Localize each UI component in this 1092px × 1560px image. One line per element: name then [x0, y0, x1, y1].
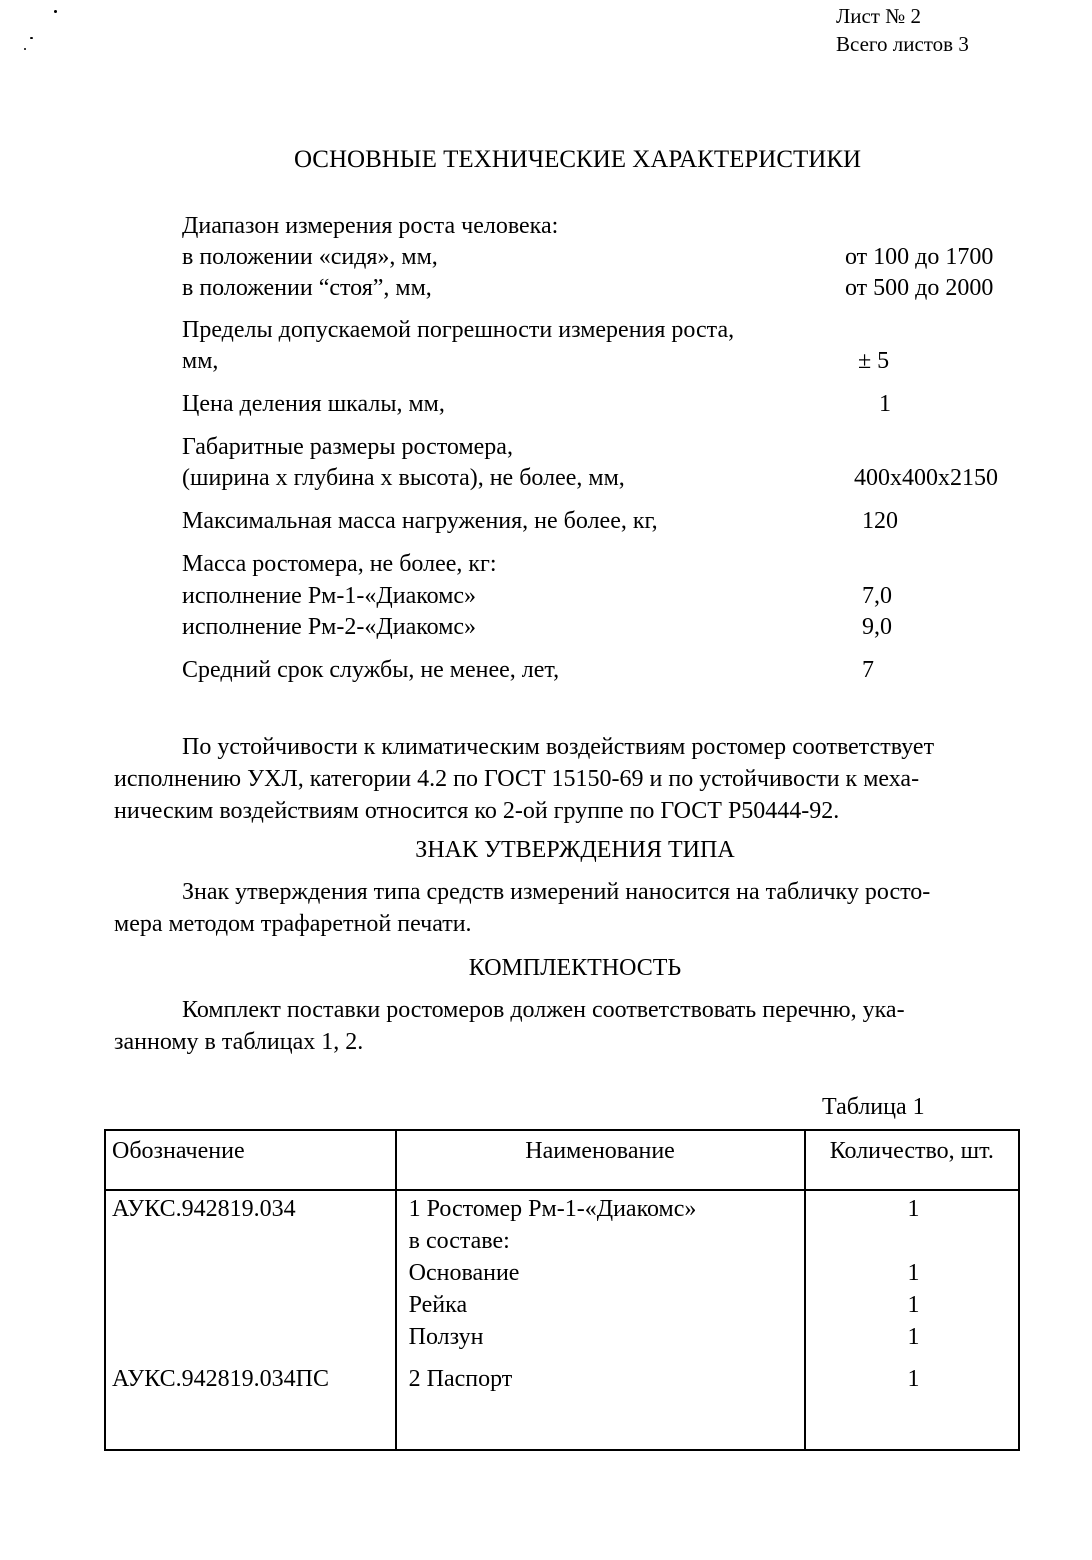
mass-heading: Масса ростомера, не более, кг: — [182, 551, 497, 577]
name-cell — [396, 1190, 805, 1450]
name-row-5: Ползун — [408, 1324, 484, 1350]
dimensions-label-1: Габаритные размеры ростомера, — [182, 434, 513, 460]
completeness-line-2: занному в таблицах 1, 2. — [114, 1029, 364, 1055]
quantity-row-1: 1 — [907, 1196, 920, 1222]
climate-line-3: ническим воздействиям относится ко 2-ой группе по ГОСТ Р50444-92. — [114, 798, 840, 824]
sitting-label: в положении «сидя», мм, — [182, 244, 438, 270]
error-value: ± 5 — [858, 348, 890, 374]
quantity-row-4: 1 — [907, 1292, 920, 1318]
division-value: 1 — [879, 391, 891, 417]
header-quantity: Количество, шт. — [805, 1130, 1019, 1190]
type-approval-line-1: Знак утверждения типа средств измерений наносится на табличку росто- — [182, 879, 931, 905]
table-header-row — [105, 1130, 1019, 1190]
climate-paragraph — [114, 731, 1044, 827]
name-row-2: в составе: — [408, 1228, 510, 1254]
sitting-value: от 100 до 1700 — [845, 244, 994, 270]
max-load-label: Максимальная масса нагружения, не более, кг, — [182, 508, 658, 534]
page-title: ОСНОВНЫЕ ТЕХНИЧЕСКИЕ ХАРАКТЕРИСТИКИ — [293, 146, 862, 173]
service-life-label: Средний срок службы, не менее, лет, — [182, 657, 560, 683]
climate-line-2: исполнению УХЛ, категории 4.2 по ГОСТ 15150-69 и по устойчивости к меха- — [114, 766, 920, 792]
mass-rm1-label: исполнение Рм-1-«Диакомс» — [182, 583, 477, 609]
table-caption: Таблица 1 — [822, 1094, 925, 1120]
dimensions-label-2: (ширина х глубина х высота), не более, мм, — [182, 465, 625, 491]
name-row-1: 1 Ростомер Рм-1-«Диакомс» — [408, 1196, 697, 1222]
division-label: Цена деления шкалы, мм, — [182, 391, 445, 417]
scan-speck — [54, 10, 57, 13]
dimensions-value: 400x400x2150 — [854, 465, 998, 491]
header-designation: Обозначение — [105, 1130, 396, 1190]
kit-table — [104, 1129, 1020, 1451]
type-approval-paragraph — [114, 876, 1044, 940]
quantity-row-3: 1 — [907, 1260, 920, 1286]
type-approval-line-2: мера методом трафаретной печати. — [114, 911, 472, 937]
standing-value: от 500 до 2000 — [845, 275, 994, 301]
completeness-line-1: Комплект поставки ростомеров должен соответствовать перечню, ука- — [182, 997, 905, 1023]
sheet-number: Лист № 2 — [836, 4, 922, 28]
scan-speck — [24, 48, 26, 50]
name-row-4: Рейка — [408, 1292, 468, 1318]
designation-cell — [105, 1190, 396, 1450]
service-life-value: 7 — [862, 657, 874, 683]
mass-rm2-value: 9,0 — [862, 614, 892, 640]
designation-row-1: АУКС.942819.034 — [112, 1196, 296, 1222]
type-approval-heading: ЗНАК УТВЕРЖДЕНИЯ ТИПА — [415, 837, 735, 863]
sheet-info — [836, 2, 969, 58]
header-name: Наименование — [396, 1130, 805, 1190]
completeness-heading: КОМПЛЕКТНОСТЬ — [468, 955, 682, 981]
standing-label: в положении “стоя”, мм, — [182, 275, 432, 301]
completeness-paragraph — [114, 994, 1044, 1058]
scan-speck — [30, 37, 33, 39]
name-row-3: Основание — [408, 1260, 520, 1286]
climate-line-1: По устойчивости к климатическим воздействиям ростомер соответствует — [182, 734, 935, 760]
name-row-6: 2 Паспорт — [408, 1366, 513, 1392]
quantity-row-6: 1 — [907, 1366, 920, 1392]
designation-row-6: АУКС.942819.034ПС — [112, 1366, 329, 1392]
table-row — [105, 1190, 1019, 1450]
mass-rm1-value: 7,0 — [862, 583, 892, 609]
total-sheets: Всего листов 3 — [836, 32, 969, 56]
max-load-value: 120 — [862, 508, 898, 534]
range-heading: Диапазон измерения роста человека: — [182, 213, 559, 239]
error-label-1: Пределы допускаемой погрешности измерения роста, — [182, 317, 735, 343]
quantity-cell — [805, 1190, 1019, 1450]
error-label-2: мм, — [182, 348, 219, 374]
quantity-row-5: 1 — [907, 1324, 920, 1350]
mass-rm2-label: исполнение Рм-2-«Диакомс» — [182, 614, 477, 640]
